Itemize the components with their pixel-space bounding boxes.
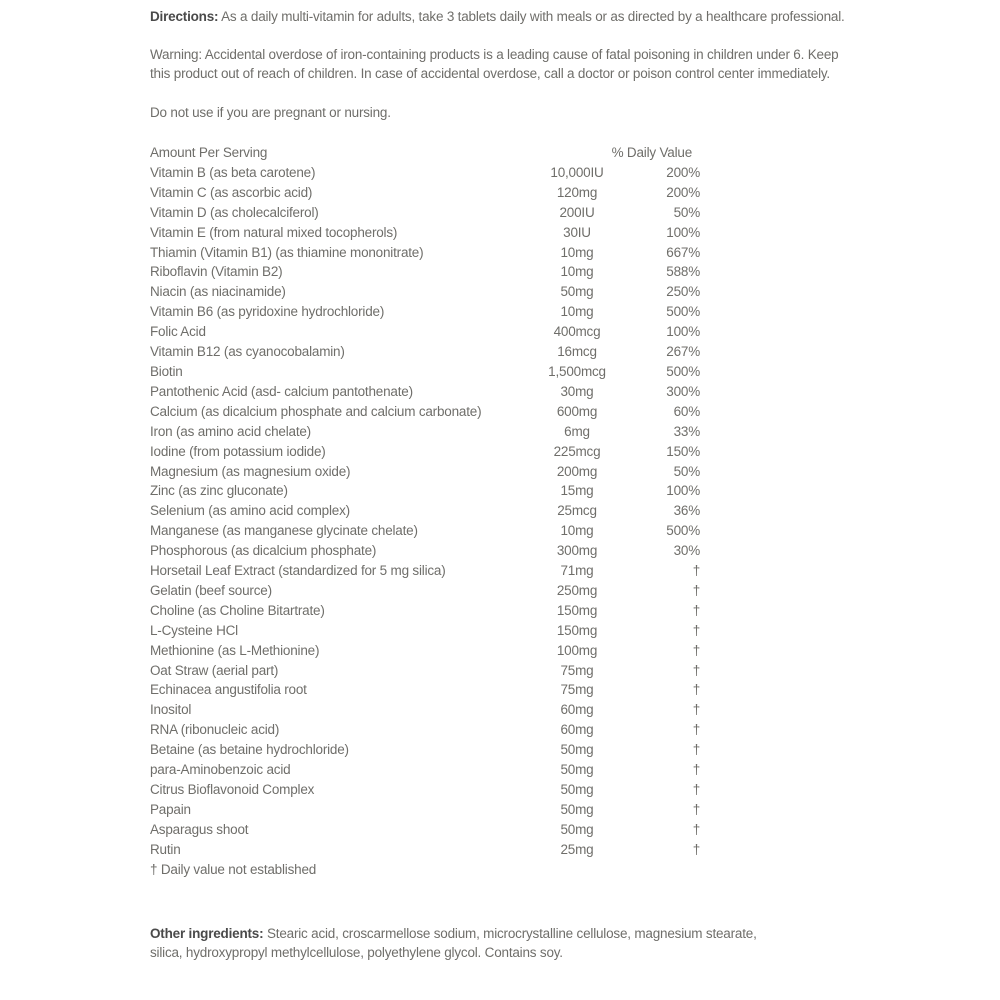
ingredient-amount: 10mg bbox=[560, 523, 594, 539]
ingredient-amount: 15mg bbox=[560, 483, 594, 499]
ingredient-amount: 300mg bbox=[556, 543, 598, 559]
ingredient-daily-value: † bbox=[692, 602, 700, 618]
ingredient-daily-value: 500% bbox=[666, 304, 700, 320]
table-row bbox=[150, 521, 700, 541]
ingredient-amount: 25mg bbox=[560, 841, 594, 857]
ingredient-name: Niacin (as niacinamide) bbox=[150, 284, 286, 300]
ingredient-daily-value: † bbox=[692, 782, 700, 797]
table-row bbox=[150, 243, 700, 263]
ingredient-amount: 200IU bbox=[559, 204, 595, 220]
ingredient-name: Rutin bbox=[150, 841, 181, 857]
ingredient-amount: 30mg bbox=[560, 383, 594, 399]
table-row bbox=[150, 780, 700, 800]
table-row bbox=[150, 422, 700, 442]
ingredient-name: Pantothenic Acid (asd- calcium pantothenate) bbox=[150, 383, 413, 399]
table-row bbox=[150, 561, 700, 581]
ingredient-daily-value: † bbox=[692, 662, 700, 678]
table-row bbox=[150, 840, 700, 860]
ingredient-amount: 225mcg bbox=[553, 443, 601, 459]
ingredient-amount: 200mg bbox=[556, 463, 598, 479]
ingredient-name: Riboflavin (Vitamin B2) bbox=[150, 264, 283, 280]
ingredient-amount: 120mg bbox=[556, 184, 598, 200]
ingredient-amount: 250mg bbox=[556, 582, 598, 598]
ingredient-name: Asparagus shoot bbox=[150, 821, 249, 837]
ingredient-daily-value: 667% bbox=[666, 244, 700, 260]
ingredient-name: Vitamin C (as ascorbic acid) bbox=[150, 184, 313, 200]
ingredient-daily-value: † bbox=[692, 742, 700, 758]
ingredient-amount: 150mg bbox=[556, 602, 598, 618]
ingredient-amount: 100mg bbox=[556, 642, 598, 658]
warning-paragraph: Warning: Accidental overdose of iron-containing products is a leading cause of fatal poisoning in children under 6. Keep this product out of reach of children. In case of accidental overdose, call a doctor or poison control center immediately. bbox=[150, 47, 839, 81]
table-row bbox=[150, 382, 700, 402]
ingredient-daily-value: 30% bbox=[673, 543, 700, 559]
ingredient-name: Folic Acid bbox=[150, 324, 206, 340]
ingredient-daily-value: 150% bbox=[666, 443, 700, 459]
ingredient-name: Iodine (from potassium iodide) bbox=[150, 443, 326, 459]
directions-paragraph bbox=[150, 7, 855, 26]
other-ingredients-text: Stearic acid, croscarmellose sodium, microcrystalline cellulose, magnesium stearate, silica, hydroxypropyl methylcellulose, polyethylene glycol. Contains soy. bbox=[150, 925, 757, 961]
table-row bbox=[150, 581, 700, 601]
table-row bbox=[150, 282, 700, 302]
ingredient-amount: 50mg bbox=[560, 801, 594, 817]
table-row bbox=[150, 203, 700, 223]
ingredient-daily-value: † bbox=[692, 582, 700, 598]
ingredient-amount: 30IU bbox=[563, 224, 591, 240]
table-row bbox=[150, 322, 700, 342]
ingredient-amount: 10mg bbox=[560, 244, 594, 260]
ingredient-daily-value: 500% bbox=[666, 523, 700, 539]
ingredient-amount: 75mg bbox=[560, 662, 594, 678]
ingredient-name: Phosphorous (as dicalcium phosphate) bbox=[150, 543, 377, 559]
table-row bbox=[150, 362, 700, 382]
ingredient-name: Citrus Bioflavonoid Complex bbox=[150, 782, 315, 797]
table-row bbox=[150, 462, 700, 482]
ingredient-daily-value: † bbox=[692, 722, 700, 738]
ingredient-amount: 1,500mcg bbox=[548, 363, 606, 379]
table-row bbox=[150, 661, 700, 681]
ingredient-name: Selenium (as amino acid complex) bbox=[150, 503, 350, 519]
table-row bbox=[150, 820, 700, 840]
other-ingredients-label: Other ingredients: bbox=[150, 925, 264, 941]
ingredient-name: Magnesium (as magnesium oxide) bbox=[150, 463, 351, 479]
ingredient-daily-value: 250% bbox=[666, 284, 700, 300]
table-row bbox=[150, 163, 700, 183]
ingredient-daily-value: 200% bbox=[666, 164, 700, 180]
ingredient-daily-value: † bbox=[692, 801, 700, 817]
table-row bbox=[150, 342, 700, 362]
table-row bbox=[150, 720, 700, 740]
ingredient-name: RNA (ribonucleic acid) bbox=[150, 722, 280, 738]
ingredient-amount: 50mg bbox=[560, 762, 594, 778]
ingredient-daily-value: 100% bbox=[666, 324, 700, 340]
ingredient-name: Vitamin B6 (as pyridoxine hydrochloride) bbox=[150, 304, 385, 320]
ingredient-daily-value: 588% bbox=[666, 264, 700, 280]
ingredient-amount: 25mcg bbox=[557, 503, 597, 519]
ingredient-amount: 10mg bbox=[560, 304, 594, 320]
ingredient-name: para-Aminobenzoic acid bbox=[150, 762, 291, 778]
ingredient-name: Zinc (as zinc gluconate) bbox=[150, 483, 288, 499]
daily-value-footnote: † Daily value not established bbox=[150, 861, 317, 877]
ingredient-daily-value: 36% bbox=[673, 503, 700, 519]
ingredient-daily-value: 100% bbox=[666, 224, 700, 240]
ingredient-amount: 50mg bbox=[560, 782, 594, 797]
table-row bbox=[150, 680, 700, 700]
table-row bbox=[150, 601, 700, 621]
ingredient-daily-value: 300% bbox=[666, 383, 700, 399]
ingredient-daily-value: † bbox=[692, 563, 700, 579]
pregnancy-notice: Do not use if you are pregnant or nursing. bbox=[150, 105, 391, 120]
table-row bbox=[150, 800, 700, 820]
ingredient-name: Iron (as amino acid chelate) bbox=[150, 423, 311, 439]
ingredient-daily-value: 500% bbox=[666, 363, 700, 379]
ingredient-daily-value: † bbox=[692, 841, 700, 857]
ingredient-daily-value: 33% bbox=[673, 423, 700, 439]
ingredient-amount: 10mg bbox=[560, 264, 594, 280]
ingredient-daily-value: 60% bbox=[673, 403, 700, 419]
table-row bbox=[150, 621, 700, 641]
ingredient-name: Choline (as Choline Bitartrate) bbox=[150, 602, 325, 618]
directions-label: Directions: bbox=[150, 9, 219, 24]
ingredient-daily-value: 100% bbox=[666, 483, 700, 499]
table-row bbox=[150, 223, 700, 243]
supplement-rows bbox=[150, 163, 700, 860]
ingredient-amount: 50mg bbox=[560, 284, 594, 300]
ingredient-name: Echinacea angustifolia root bbox=[150, 682, 307, 698]
supplement-facts-table bbox=[150, 143, 700, 880]
other-ingredients-paragraph bbox=[150, 924, 770, 963]
table-row bbox=[150, 641, 700, 661]
ingredient-daily-value: 50% bbox=[673, 204, 700, 220]
table-row bbox=[150, 541, 700, 561]
ingredient-name: Vitamin B (as beta carotene) bbox=[150, 164, 316, 180]
ingredient-amount: 50mg bbox=[560, 821, 594, 837]
ingredient-name: Vitamin D (as cholecalciferol) bbox=[150, 204, 319, 220]
ingredient-daily-value: † bbox=[692, 702, 700, 718]
ingredient-daily-value: † bbox=[692, 762, 700, 778]
supplement-table-header bbox=[150, 143, 700, 163]
ingredient-daily-value: 200% bbox=[666, 184, 700, 200]
ingredient-name: Oat Straw (aerial part) bbox=[150, 662, 279, 678]
ingredient-amount: 71mg bbox=[560, 563, 594, 579]
table-row bbox=[150, 262, 700, 282]
ingredient-name: Papain bbox=[150, 801, 191, 817]
ingredient-name: Betaine (as betaine hydrochloride) bbox=[150, 742, 349, 758]
ingredient-name: Gelatin (beef source) bbox=[150, 582, 272, 598]
ingredient-name: Inositol bbox=[150, 702, 192, 718]
ingredient-amount: 75mg bbox=[560, 682, 594, 698]
ingredient-amount: 6mg bbox=[564, 423, 590, 439]
ingredient-daily-value: 50% bbox=[673, 463, 700, 479]
ingredient-name: L-Cysteine HCl bbox=[150, 622, 238, 638]
ingredient-amount: 600mg bbox=[556, 403, 598, 419]
directions-text: As a daily multi-vitamin for adults, take 3 tablets daily with meals or as directed by a healthcare professional. bbox=[221, 9, 845, 24]
ingredient-name: Methionine (as L-Methionine) bbox=[150, 642, 320, 658]
table-row bbox=[150, 442, 700, 462]
ingredient-amount: 60mg bbox=[560, 702, 594, 718]
ingredient-amount: 150mg bbox=[556, 622, 598, 638]
ingredient-name: Horsetail Leaf Extract (standardized for 5 mg silica) bbox=[150, 563, 446, 579]
table-row bbox=[150, 183, 700, 203]
table-row bbox=[150, 740, 700, 760]
ingredient-amount: 50mg bbox=[560, 742, 594, 758]
table-row bbox=[150, 302, 700, 322]
ingredient-name: Thiamin (Vitamin B1) (as thiamine mononitrate) bbox=[150, 244, 424, 260]
table-row bbox=[150, 501, 700, 521]
table-row bbox=[150, 402, 700, 422]
ingredient-name: Biotin bbox=[150, 363, 183, 379]
ingredient-daily-value: † bbox=[692, 642, 700, 658]
ingredient-name: Manganese (as manganese glycinate chelate) bbox=[150, 523, 418, 539]
ingredient-daily-value: † bbox=[692, 821, 700, 837]
amount-per-serving-header: Amount Per Serving bbox=[150, 145, 268, 160]
table-row bbox=[150, 700, 700, 720]
table-row bbox=[150, 760, 700, 780]
ingredient-daily-value: † bbox=[692, 682, 700, 698]
ingredient-name: Vitamin E (from natural mixed tocopherols) bbox=[150, 224, 398, 240]
daily-value-header: % Daily Value bbox=[611, 145, 692, 160]
ingredient-amount: 16mcg bbox=[557, 344, 597, 360]
ingredient-daily-value: 267% bbox=[666, 344, 700, 360]
table-row bbox=[150, 481, 700, 501]
ingredient-amount: 400mcg bbox=[553, 324, 601, 340]
ingredient-name: Vitamin B12 (as cyanocobalamin) bbox=[150, 344, 345, 360]
ingredient-amount: 60mg bbox=[560, 722, 594, 738]
ingredient-daily-value: † bbox=[692, 622, 700, 638]
ingredient-name: Calcium (as dicalcium phosphate and calcium carbonate) bbox=[150, 403, 482, 419]
ingredient-amount: 10,000IU bbox=[550, 164, 604, 180]
